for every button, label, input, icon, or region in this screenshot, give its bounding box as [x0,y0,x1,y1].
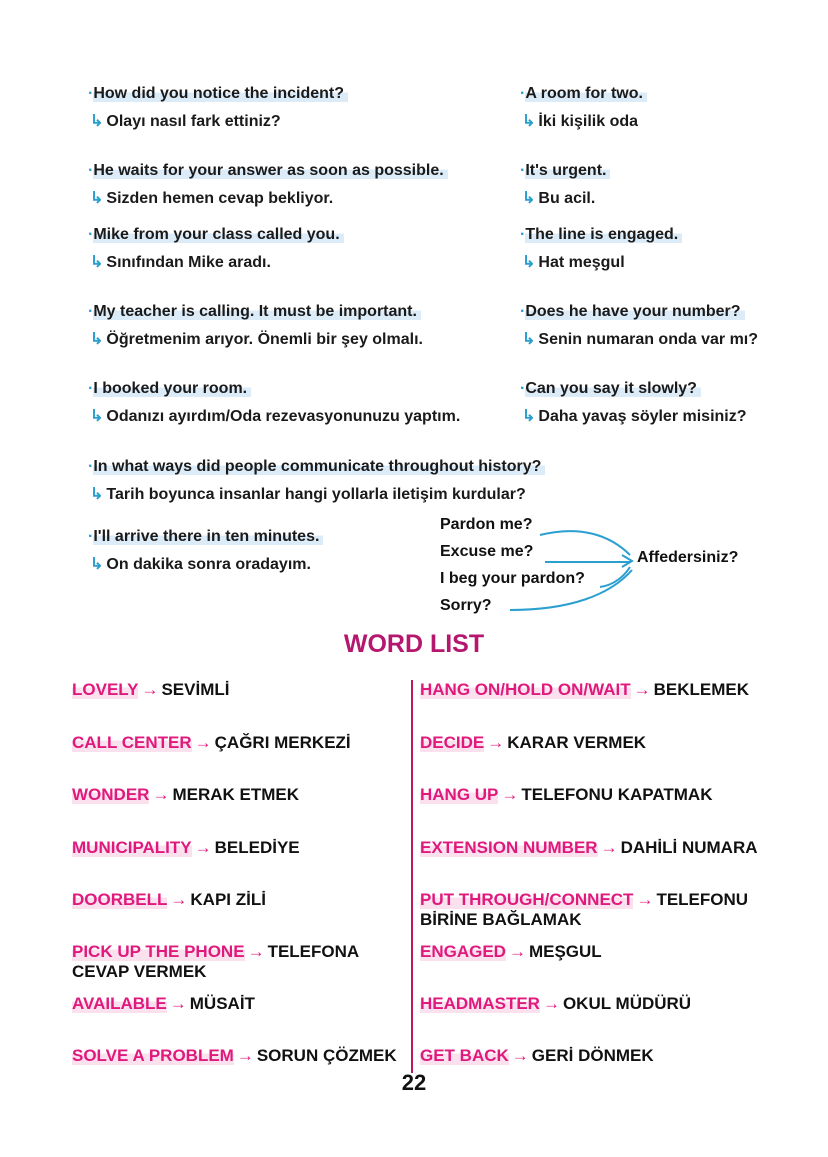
word-meaning: MEŞGUL [528,942,602,961]
phrase-turkish [90,188,333,208]
phrase-turkish [90,406,460,426]
turn-arrow-icon: ↳ [522,331,536,348]
word-entry [420,733,792,753]
phrase-turkish [90,329,423,349]
synonym-meaning: Affedersiniz? [637,549,739,566]
turn-arrow-icon: ↳ [522,254,536,271]
word-entry [72,785,402,805]
phrase-english [88,303,421,321]
arrow-icon: → [152,785,170,804]
word-term: DOORBELL [72,890,168,909]
synonym-item: I beg your pardon? [440,570,585,587]
phrase-english-text: My teacher is calling. It must be important. [93,303,421,320]
bullet-icon: · [88,162,94,179]
synonym-item: Excuse me? [440,543,534,560]
turn-arrow-icon: ↳ [522,190,536,207]
bullet-icon: · [88,226,94,243]
phrase-english [88,528,323,546]
arrow-icon: → [236,1046,254,1065]
phrase-english [520,162,610,180]
word-meaning: SEVİMLİ [161,680,230,699]
word-entry [420,1046,792,1066]
phrase-english-text: In what ways did people communicate throughout history? [93,458,545,475]
arrow-icon: → [600,838,618,857]
word-entry [72,890,402,910]
bullet-icon: · [520,380,526,397]
word-term: PUT THROUGH/CONNECT [420,890,634,909]
phrase-turkish [522,111,638,131]
phrase-english-text: How did you notice the incident? [93,85,348,102]
word-meaning: SORUN ÇÖZMEK [256,1046,397,1065]
word-entry [420,838,792,858]
phrase-turkish [90,554,311,574]
phrase-english [88,226,344,244]
phrase-turkish-text: Olayı nasıl fark ettiniz? [106,113,281,130]
phrase-turkish-text: Daha yavaş söyler misiniz? [538,408,747,425]
word-term: EXTENSION NUMBER [420,838,598,857]
word-meaning: MERAK ETMEK [172,785,300,804]
word-meaning: MÜSAİT [189,994,255,1013]
phrase-english [88,380,251,398]
arrow-icon: → [141,680,159,699]
word-meaning: DAHİLİ NUMARA [620,838,758,857]
arrow-icon: → [170,890,188,909]
turn-arrow-icon: ↳ [90,556,104,573]
arrow-icon: → [511,1046,529,1065]
turn-arrow-icon: ↳ [90,331,104,348]
word-entry [72,1046,402,1066]
phrase-english-text: I booked your room. [93,380,251,397]
turn-arrow-icon: ↳ [90,254,104,271]
word-entry [420,890,792,930]
word-term: DECIDE [420,733,485,752]
phrase-english-text: A room for two. [525,85,647,102]
phrase-turkish-text: Bu acil. [538,190,596,207]
arrow-icon: → [194,838,212,857]
arrow-icon: → [247,942,265,961]
bullet-icon: · [520,162,526,179]
word-meaning: TELEFONU BİRİNE BAĞLAMAK [420,890,749,929]
phrase-english-text: Does he have your number? [525,303,744,320]
word-term: LOVELY [72,680,139,699]
word-meaning: KAPI ZİLİ [190,890,266,909]
arrow-icon: → [542,994,560,1013]
word-entry [72,994,402,1014]
phrase-turkish-text: Öğretmenim arıyor. Önemli bir şey olmalı. [106,331,423,348]
turn-arrow-icon: ↳ [90,408,104,425]
arrow-icon: → [508,942,526,961]
phrase-english [88,162,448,180]
arrow-icon: → [487,733,505,752]
word-entry [420,994,792,1014]
bullet-icon: · [88,303,94,320]
phrase-english-text: He waits for your answer as soon as possible. [93,162,447,179]
bullet-icon: · [88,528,94,545]
column-divider [411,680,413,1073]
synonym-item: Pardon me? [440,516,533,533]
word-meaning: ÇAĞRI MERKEZİ [214,733,351,752]
word-meaning: BELEDİYE [214,838,300,857]
phrase-english-text: I'll arrive there in ten minutes. [93,528,323,545]
arrow-icon: → [169,994,187,1013]
word-term: PICK UP THE PHONE [72,942,245,961]
word-term: SOLVE A PROBLEM [72,1046,234,1065]
turn-arrow-icon: ↳ [522,408,536,425]
word-entry [72,838,402,858]
word-term: CALL CENTER [72,733,192,752]
turn-arrow-icon: ↳ [90,113,104,130]
phrase-turkish-text: Odanızı ayırdım/Oda rezevasyonunuzu yaptım. [106,408,461,425]
word-meaning: OKUL MÜDÜRÜ [562,994,692,1013]
word-entry [72,942,402,982]
phrase-turkish-text: Sınıfından Mike aradı. [106,254,271,271]
word-term: WONDER [72,785,150,804]
phrase-turkish-text: Sizden hemen cevap bekliyor. [106,190,334,207]
word-entry [72,733,402,753]
word-meaning: TELEFONU KAPATMAK [521,785,713,804]
bullet-icon: · [520,303,526,320]
bullet-icon: · [88,380,94,397]
turn-arrow-icon: ↳ [522,113,536,130]
word-entry [420,680,792,700]
phrase-turkish [522,406,747,426]
word-term: MUNICIPALITY [72,838,192,857]
phrase-english-text: Mike from your class called you. [93,226,343,243]
phrase-english [520,303,745,321]
arrow-icon: → [194,733,212,752]
phrase-turkish-text: Senin numaran onda var mı? [538,331,759,348]
word-meaning: TELEFONA CEVAP VERMEK [72,942,359,981]
phrase-turkish [90,252,271,272]
word-term: AVAILABLE [72,994,167,1013]
turn-arrow-icon: ↳ [90,190,104,207]
bullet-icon: · [88,85,94,102]
phrase-turkish [522,252,625,272]
word-term: HANG UP [420,785,499,804]
word-meaning: KARAR VERMEK [507,733,647,752]
synonym-item: Sorry? [440,597,492,614]
arrow-icon: → [633,680,651,699]
word-term: GET BACK [420,1046,509,1065]
word-term: ENGAGED [420,942,506,961]
phrase-turkish-text: Hat meşgul [538,254,625,271]
turn-arrow-icon: ↳ [90,486,104,503]
phrase-turkish [522,329,758,349]
word-list-title: WORD LIST [343,630,485,658]
word-meaning: GERİ DÖNMEK [531,1046,654,1065]
word-meaning: BEKLEMEK [653,680,750,699]
phrase-turkish [90,111,281,131]
word-term: HANG ON/HOLD ON/WAIT [420,680,631,699]
phrase-turkish [522,188,595,208]
arrow-icon: → [636,890,654,909]
phrase-turkish-text: On dakika sonra oradayım. [106,556,311,573]
bullet-icon: · [88,458,94,475]
word-entry [420,785,792,805]
bullet-icon: · [520,226,526,243]
phrase-english [88,85,348,103]
phrase-english [520,226,682,244]
phrase-turkish-text: İki kişilik oda [538,113,639,130]
bullet-icon: · [520,85,526,102]
phrase-turkish-text: Tarih boyunca insanlar hangi yollarla iletişim kurdular? [106,486,526,503]
phrase-turkish [90,484,526,504]
word-entry [72,680,402,700]
word-entry [420,942,792,962]
arrow-icon: → [501,785,519,804]
phrase-english [520,380,701,398]
phrase-english-text: The line is engaged. [525,226,682,243]
word-term: HEADMASTER [420,994,540,1013]
phrase-english [88,458,545,476]
phrase-english-text: Can you say it slowly? [525,380,701,397]
phrase-english-text: It's urgent. [525,162,610,179]
phrase-english [520,85,647,103]
page-number: 22 [401,1070,427,1095]
